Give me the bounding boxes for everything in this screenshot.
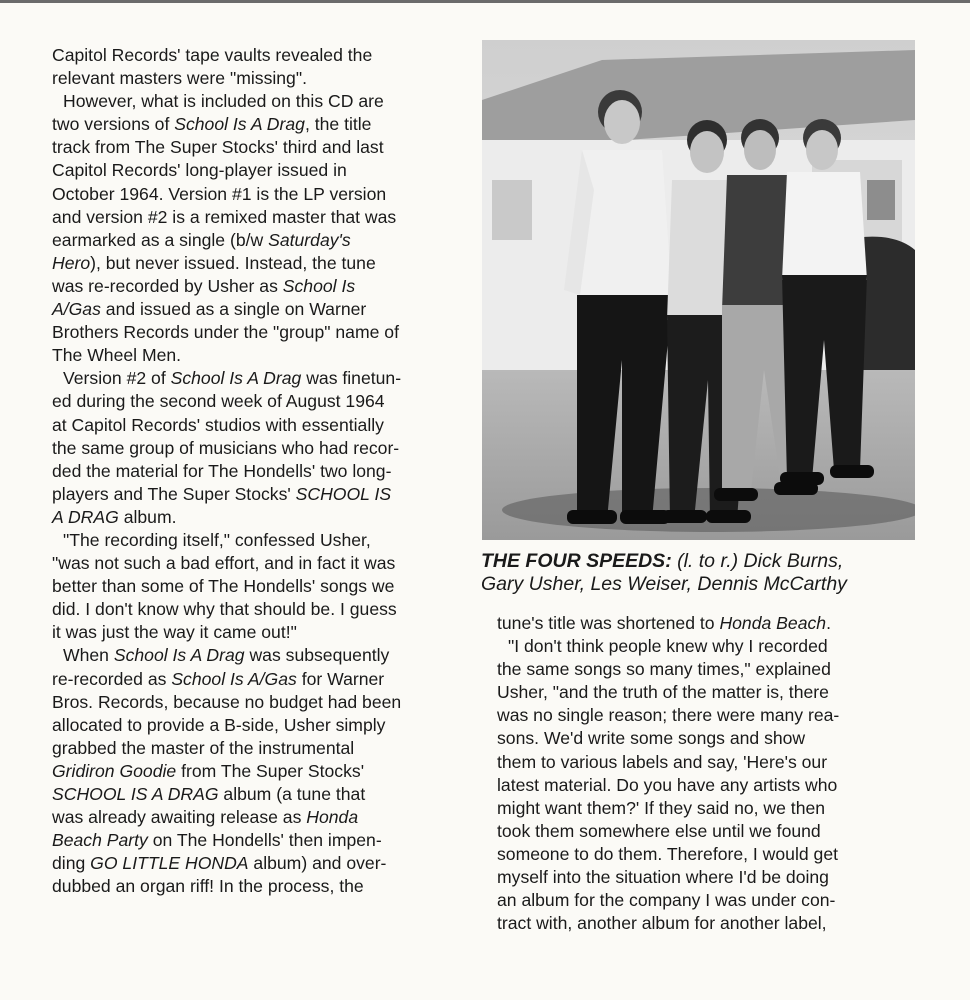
photo-caption xyxy=(481,548,941,594)
italic-title: SCHOOL IS A DRAG xyxy=(52,784,219,804)
text-line xyxy=(52,460,472,483)
text-run: track from The Super Stocks' third and last xyxy=(52,137,384,158)
text-line xyxy=(52,806,472,829)
text-line xyxy=(497,889,927,912)
text-line xyxy=(497,843,927,866)
italic-title: GO LITTLE HONDA xyxy=(90,853,249,874)
text-run: The Wheel Men. xyxy=(52,345,182,366)
text-line xyxy=(52,760,472,783)
text-run: re-recorded as xyxy=(52,668,172,689)
text-run: and issued as a single on Warner xyxy=(100,299,367,320)
text-line xyxy=(52,321,472,344)
text-line xyxy=(52,367,472,390)
caption-line1: (l. to r.) Dick Burns, xyxy=(671,550,844,572)
band-photo-illustration xyxy=(482,40,915,540)
text-line xyxy=(52,621,472,644)
text-run: was already awaiting release as xyxy=(52,807,307,828)
text-line xyxy=(497,820,927,843)
text-line xyxy=(52,90,472,113)
text-run: ed during the second week of August 1964 xyxy=(52,391,385,412)
left-text-column xyxy=(52,44,472,898)
text-run: someone to do them. Therefore, I would get xyxy=(497,843,838,864)
text-run: was re-recorded by Usher as xyxy=(52,275,283,296)
text-run: and version #2 is a remixed master that was xyxy=(52,206,397,227)
italic-title: A/Gas xyxy=(52,299,101,320)
text-run: two versions of xyxy=(52,114,175,135)
text-run: , the title xyxy=(304,114,372,135)
italic-title: Honda xyxy=(306,807,359,828)
text-run: allocated to provide a B-side, Usher simply xyxy=(52,714,386,735)
text-run: ding xyxy=(52,853,91,874)
text-line xyxy=(52,644,472,667)
text-run: album (a tune that xyxy=(218,784,366,804)
text-run: Capitol Records' long-player issued in xyxy=(52,160,347,181)
text-line xyxy=(497,751,927,774)
text-line xyxy=(497,774,927,797)
text-run: ), but never issued. Instead, the tune xyxy=(90,252,376,273)
text-run: When xyxy=(63,645,114,666)
text-line xyxy=(52,113,472,136)
text-run: was subsequently xyxy=(244,645,390,666)
text-line xyxy=(52,136,472,159)
italic-title: SCHOOL IS xyxy=(295,483,392,504)
italic-title: A DRAG xyxy=(52,506,119,527)
text-run: Brothers Records under the "group" name of xyxy=(52,322,399,343)
italic-title: Gridiron Goodie xyxy=(52,760,177,781)
text-run: Bros. Records, because no budget had been xyxy=(52,691,402,712)
right-text-column xyxy=(497,612,927,935)
text-line xyxy=(497,612,927,635)
text-run: earmarked as a single (b/w xyxy=(52,229,269,250)
text-run: players and The Super Stocks' xyxy=(52,483,296,504)
text-run: dubbed an organ riff! In the process, the xyxy=(52,876,364,897)
text-line xyxy=(52,44,472,67)
text-line xyxy=(497,635,927,658)
text-run: album. xyxy=(118,506,177,527)
text-line xyxy=(52,390,472,413)
text-line xyxy=(52,852,472,875)
text-line xyxy=(497,912,927,935)
text-run: October 1964. Version #1 is the LP version xyxy=(52,183,387,204)
text-run: grabbed the master of the instrumental xyxy=(52,737,355,758)
text-run: "I don't think people knew why I recorded xyxy=(508,636,828,657)
text-line xyxy=(497,797,927,820)
text-line xyxy=(52,437,472,460)
text-run: might want them?' If they said no, we then xyxy=(497,797,826,818)
text-line xyxy=(52,668,472,691)
text-line xyxy=(52,344,472,367)
text-run: "was not such a bad effort, and in fact it was xyxy=(52,553,396,574)
text-run: them to various labels and say, 'Here's our xyxy=(497,751,828,772)
text-run: Version #2 of xyxy=(63,368,171,389)
text-run: ded the material for The Hondells' two long- xyxy=(52,460,392,481)
text-line xyxy=(52,529,472,552)
italic-title: School Is xyxy=(282,275,356,296)
text-run: the same group of musicians who had recor- xyxy=(52,437,400,458)
caption-line2: Gary Usher, Les Weiser, Dennis McCarthy xyxy=(481,573,847,596)
text-line xyxy=(52,714,472,737)
text-line xyxy=(52,552,472,575)
text-line xyxy=(52,829,472,852)
italic-title: School Is A Drag xyxy=(174,114,305,135)
text-line xyxy=(497,681,927,704)
text-run: Usher, "and the truth of the matter is, there xyxy=(497,682,829,703)
text-run: . xyxy=(826,613,831,633)
text-run: from The Super Stocks' xyxy=(176,760,365,781)
text-run: tract with, another album for another label, xyxy=(497,913,827,934)
text-run: did. I don't know why that should be. I guess xyxy=(52,599,397,620)
text-line xyxy=(497,727,927,750)
text-line xyxy=(52,691,472,714)
text-line xyxy=(52,183,472,206)
text-run: album) and over- xyxy=(248,853,387,874)
band-photo xyxy=(482,40,915,540)
text-run: relevant masters were "missing". xyxy=(52,68,307,89)
text-run: was no single reason; there were many rea- xyxy=(497,705,840,726)
text-run: "The recording itself," confessed Usher, xyxy=(63,529,371,550)
text-run: latest material. Do you have any artists who xyxy=(497,774,838,795)
italic-title: Beach Party xyxy=(52,830,148,851)
caption-lead: THE FOUR SPEEDS: xyxy=(481,550,672,572)
text-run: for Warner xyxy=(296,668,385,689)
text-run: sons. We'd write some songs and show xyxy=(497,728,806,749)
text-line xyxy=(52,598,472,621)
italic-title: Hero xyxy=(52,252,91,273)
text-line xyxy=(52,229,472,252)
text-line xyxy=(52,159,472,182)
text-run: myself into the situation where I'd be doing xyxy=(497,867,829,888)
text-run: However, what is included on this CD are xyxy=(63,91,384,112)
text-line xyxy=(497,704,927,727)
italic-title: School Is A Drag xyxy=(113,645,245,666)
text-run: the same songs so many times," explained xyxy=(497,659,831,680)
text-run: better than some of The Hondells' songs we xyxy=(52,576,395,597)
text-run: an album for the company I was under con- xyxy=(497,890,836,911)
italic-title: School Is A Drag xyxy=(170,368,302,389)
text-line xyxy=(52,737,472,760)
text-line xyxy=(52,67,472,90)
top-rule xyxy=(0,0,970,3)
text-run: took them somewhere else until we found xyxy=(497,820,821,841)
text-run: was finetun- xyxy=(301,368,402,389)
text-line xyxy=(52,875,472,898)
text-run: on The Hondells' then impen- xyxy=(147,830,382,851)
italic-title: Saturday's xyxy=(268,229,351,250)
text-line xyxy=(52,252,472,275)
text-line xyxy=(52,206,472,229)
text-run: at Capitol Records' studios with essentially xyxy=(52,414,384,435)
text-line xyxy=(52,575,472,598)
text-line xyxy=(52,483,472,506)
text-run: it was just the way it came out!" xyxy=(52,622,297,643)
text-line xyxy=(497,866,927,889)
italic-title: School Is A/Gas xyxy=(171,668,297,689)
text-line xyxy=(52,275,472,298)
text-line xyxy=(497,658,927,681)
text-line xyxy=(52,783,472,806)
italic-title: Honda Beach xyxy=(719,613,827,633)
text-line xyxy=(52,506,472,529)
text-run: tune's title was shortened to xyxy=(497,613,720,633)
text-line xyxy=(52,414,472,437)
text-line xyxy=(52,298,472,321)
text-run: Capitol Records' tape vaults revealed the xyxy=(52,45,373,65)
